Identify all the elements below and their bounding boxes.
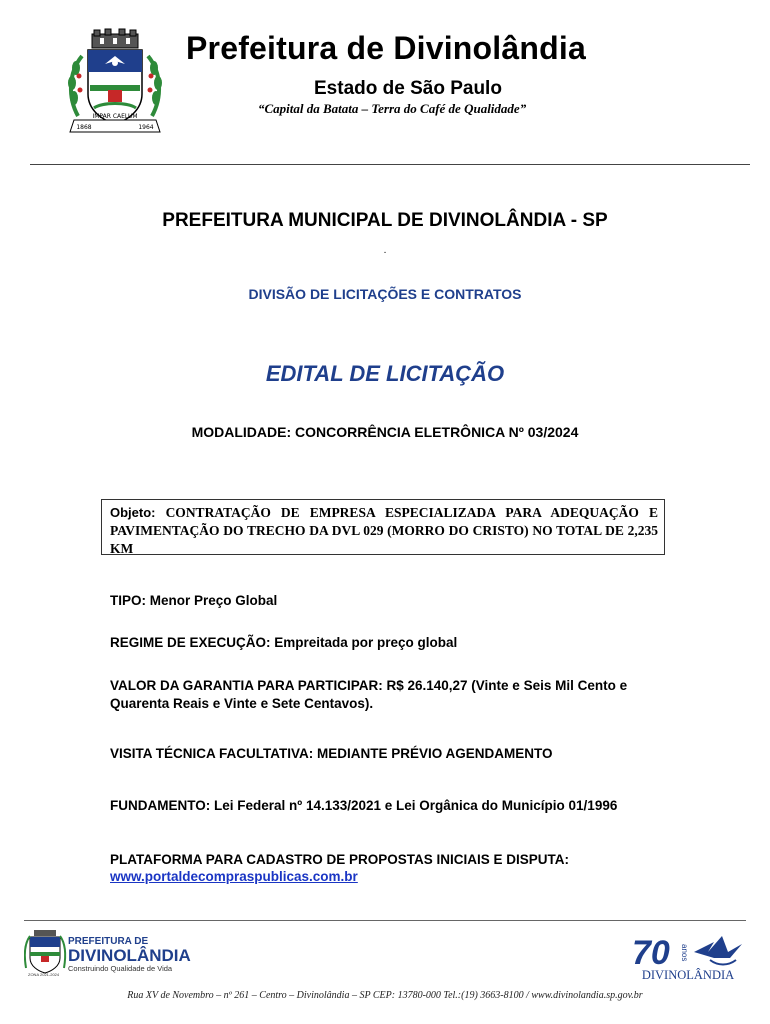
footer-logo-line2: DIVINOLÂNDIA: [68, 946, 191, 965]
bird-icon: [694, 936, 742, 965]
city-motto: “Capital da Batata – Terra do Café de Qualidade”: [258, 101, 527, 116]
regime-line: REGIME DE EXECUÇÃO: Empreitada por preço global: [110, 635, 458, 650]
plataforma-label: PLATAFORMA PARA CADASTRO DE PROPOSTAS INICIAIS E DISPUTA:: [110, 852, 570, 867]
fundamento-line: FUNDAMENTO: Lei Federal nº 14.133/2021 e Lei Orgânica do Município 01/1996: [110, 798, 618, 813]
plataforma-block: [110, 851, 670, 885]
crest-year-left: 1868: [76, 124, 92, 131]
division-heading: DIVISÃO DE LICITAÇÕES E CONTRATOS: [248, 286, 522, 302]
anniversary-city: DIVINOLÂNDIA: [641, 968, 735, 982]
footer-address: Rua XV de Novembro – nº 261 – Centro – Divinolândia – SP CEP: 13780-000 Tel.:(19) 3663-8100 / www.divinolandia.sp.gov.br: [127, 990, 643, 1001]
municipal-coat-of-arms: [60, 28, 170, 136]
valor-garantia-line: VALOR DA GARANTIA PARA PARTICIPAR: R$ 26.140,27 (Vinte e Seis Mil Cento e Quarenta Reais e Vinte e Sete Centavos).: [110, 678, 628, 711]
footer-logo-small: ZONA 2021-2024: [28, 972, 60, 976]
anniversary-70-logo: [630, 930, 746, 982]
crest-ribbon: [70, 113, 160, 132]
objeto-text: CONTRATAÇÃO DE EMPRESA ESPECIALIZADA PARA ADEQUAÇÃO E PAVIMENTAÇÃO DO TRECHO DA DVL 029 (MORRO DO CRISTO) NO TOTAL DE 2,235 KM: [110, 505, 658, 556]
footer-prefeitura-logo: [24, 928, 214, 976]
visita-tecnica-line: VISITA TÉCNICA FACULTATIVA: MEDIANTE PRÉVIO AGENDAMENTO: [110, 746, 553, 761]
municipality-heading: PREFEITURA MUNICIPAL DE DIVINOLÂNDIA - SP: [162, 210, 608, 231]
header-divider: [30, 164, 750, 165]
anniversary-anos: anos: [680, 944, 689, 962]
objeto-label: Objeto:: [110, 505, 156, 520]
footer-divider: [24, 920, 746, 921]
modalidade-line: MODALIDADE: CONCORRÊNCIA ELETRÔNICA Nº 03/2024: [191, 424, 579, 440]
footer-logo-line1: PREFEITURA DE: [68, 936, 149, 947]
crest-year-right: 1964: [138, 124, 154, 131]
anniversary-number: 70: [632, 934, 670, 972]
page-title: Prefeitura de Divinolândia: [186, 30, 586, 66]
crest-ribbon-top: IMPAR CAELUM: [92, 113, 138, 120]
objeto-box: [101, 499, 665, 555]
portal-link[interactable]: www.portaldecompraspublicas.com.br: [110, 869, 358, 884]
mural-crown-icon: [92, 29, 138, 48]
edital-heading: EDITAL DE LICITAÇÃO: [265, 361, 505, 386]
footer-logo-line3: Construindo Qualidade de Vida: [68, 964, 173, 973]
state-subtitle: Estado de São Paulo: [314, 78, 502, 99]
tipo-line: TIPO: Menor Preço Global: [110, 593, 278, 608]
separator-dot: .: [383, 245, 387, 256]
small-crest-icon: [25, 930, 65, 973]
